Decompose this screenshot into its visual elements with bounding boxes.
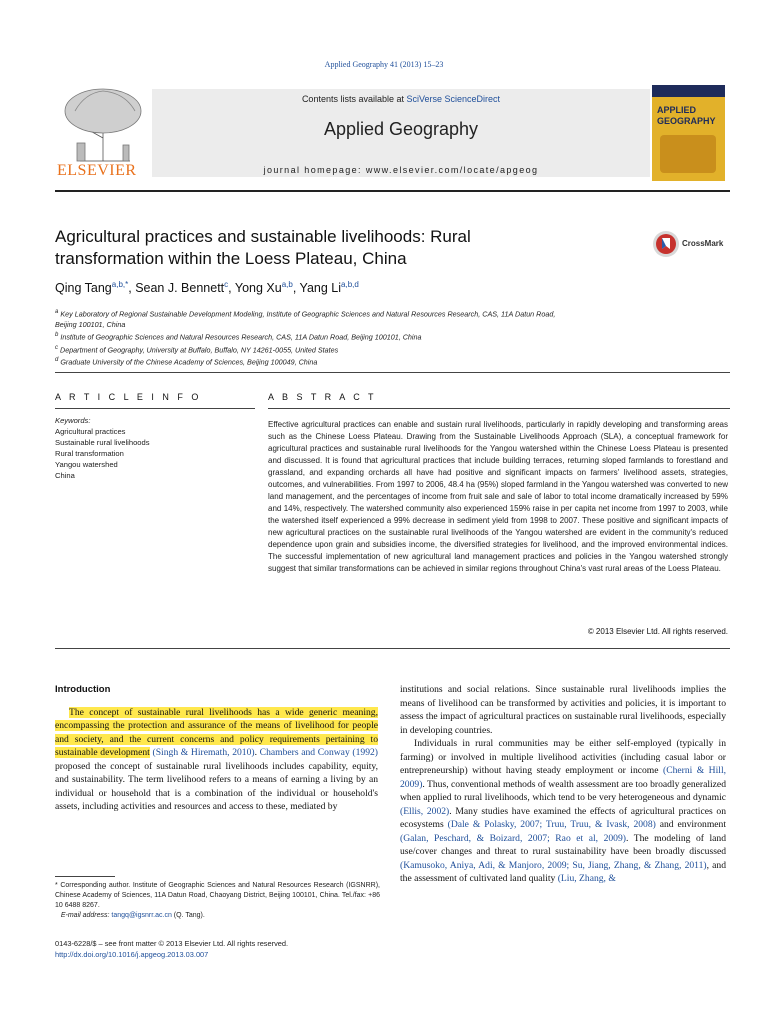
keyword-item: China <box>55 471 75 480</box>
journal-cover-thumbnail[interactable] <box>652 85 725 181</box>
affiliation-text: Department of Geography, University at Buffalo, Buffalo, NY 14261-0055, United States <box>60 345 339 355</box>
crossmark-label: CrossMark <box>682 239 724 248</box>
affiliation-text: Graduate University of the Chinese Academy of Sciences, Beijing 100049, China <box>60 357 318 367</box>
affiliation-item <box>55 307 655 319</box>
masthead-divider <box>55 190 730 192</box>
abstract-divider <box>268 408 730 409</box>
author-name[interactable]: Qing Tang <box>55 281 112 296</box>
affiliation-mark: d <box>55 357 59 364</box>
article-info-heading: A R T I C L E I N F O <box>55 392 202 402</box>
citation-link[interactable]: (Kamusoko, Aniya, Adi, & Manjoro, 2009; Su, Jiang, Zhang, & Zhang, 2011) <box>400 859 707 871</box>
paragraph-text: and environment <box>655 819 726 830</box>
homepage-link[interactable]: www.elsevier.com/locate/apgeog <box>365 165 539 175</box>
article-title <box>55 226 615 270</box>
homepage-prefix: journal homepage: <box>263 165 366 175</box>
crossmark-badge[interactable] <box>652 230 732 258</box>
affiliation-mark: b <box>55 332 59 339</box>
intro-paragraph: The concept of sustainable rural livelihoods has a wide generic meaning, encompassing the protection and assurance of the means of livelihood for people and society, and the current concerns and policy requirements pertaining to sustainable development (Singh & Hiremath, 2010). Chambers and Conway (1992) proposed the concept of sustainable rural livelihoods includes capability, equity, and sustainability. The term livelihood refers to a means of earning a living by an individual or household that is a combination of the individual or household's assets, including activities and resources and access to these, mediated by <box>55 706 378 812</box>
front-matter <box>55 938 288 960</box>
citation-link[interactable]: (Liu, Zhang, & <box>557 873 616 884</box>
affiliation-item <box>55 319 655 330</box>
affiliation-item <box>55 343 655 355</box>
journal-masthead <box>55 83 730 183</box>
affiliation-list <box>55 307 655 368</box>
affiliation-text: Beijing 100101, China <box>55 320 126 330</box>
author-separator: , <box>128 281 136 296</box>
author-name[interactable]: Yang Li <box>299 281 342 296</box>
author-name[interactable]: Sean J. Bennett <box>135 281 225 296</box>
author-list <box>55 280 359 295</box>
keyword-item: Rural transformation <box>55 449 124 458</box>
keywords-block <box>55 415 150 481</box>
paragraph-text: . Many studies have examined the effects of agricultural practices on ecosystems <box>400 805 726 830</box>
body-paragraph <box>400 737 726 886</box>
citation-link[interactable]: Chambers and Conway (1992) <box>259 747 378 758</box>
affiliation-item <box>55 355 655 367</box>
contents-prefix: Contents lists available at <box>301 94 407 104</box>
issn-line: 0143-6228/$ – see front matter © 2013 Elsevier Ltd. All rights reserved. <box>55 939 289 948</box>
journal-info-box <box>152 89 650 177</box>
author-separator: , <box>292 281 300 296</box>
elsevier-tree-logo[interactable] <box>55 83 151 183</box>
cover-title-line2: GEOGRAPHY <box>657 116 716 126</box>
abstract-bottom-divider <box>55 648 730 649</box>
keyword-item: Sustainable rural livelihoods <box>55 438 150 447</box>
author-affiliation-mark[interactable]: c <box>224 280 229 289</box>
author-affiliation-mark[interactable]: a,b,* <box>111 280 129 289</box>
body-right-column <box>400 683 726 886</box>
crossmark-icon <box>652 230 680 258</box>
author-affiliation-mark[interactable]: a,b <box>281 280 293 289</box>
affiliation-item <box>55 330 655 342</box>
cover-title <box>657 105 716 127</box>
paragraph-text: . The modeling of land use/cover changes and threat to rural sustainability have been broadly discussed <box>400 832 726 857</box>
article-title-line2: transformation within the Loess Plateau, China <box>55 249 407 268</box>
author-affiliation-mark[interactable]: a,b,d <box>341 280 359 289</box>
journal-citation[interactable]: Applied Geography 41 (2013) 15–23 <box>324 60 444 69</box>
citation-link[interactable]: (Cherni & Hill, 2009) <box>400 765 727 790</box>
cover-artwork <box>660 135 716 173</box>
affiliation-mark: c <box>55 344 58 351</box>
keyword-item: Yangou watershed <box>55 460 118 469</box>
email-suffix: (Q. Tang). <box>171 912 205 919</box>
body-left-column <box>55 683 378 814</box>
author-name[interactable]: Yong Xu <box>234 281 282 296</box>
elsevier-wordmark: ELSEVIER <box>57 162 137 179</box>
affiliation-text: Institute of Geographic Sciences and Natural Resources Research, CAS, 11A Datun Road, Beijing 100101, China <box>60 332 422 342</box>
article-info-divider <box>55 408 255 409</box>
cover-band <box>652 85 725 97</box>
email-label: E-mail address: <box>60 912 112 919</box>
abstract-body: Effective agricultural practices can enable and sustain rural livelihoods, particularly in rapidly developing and transforming areas such as the Chinese Loess Plateau. Drawing from the Sustainable Livelihoods Approach (SLA), a conceptual framework for agricultural practices and sustainable rural livelihoods for the Yangou watershed within the Chinese Loess Plateau is presented and discussed. It is found that agricultural practices that include building terraces, returning sloped farmlands to forestland and grassland, and expanding orchards all have had positive and significant impacts on farmers' livelihood assets, strategies, outcomes, and vulnerabilities. From 1997 to 2006, 48.4 ha (95%) sloped farmland in the Yangou watershed was converted to new land management, and the percentages of income from fruit sale and sale of labor to total income dramatically increased by 59% and 14%, respectively. The watershed community also experienced 159% raise in per capita net income from 1997 to 2003, while the watershed itself experienced a 99% decrease in sediment yield from 1998 to 2007. These positive and significant impacts of new agricultural practices on the sustainable rural livelihoods of the Yangou watershed are evident in the community's reduced dependence upon grain and subsidies income, the diversified strategies for livelihood, and the improved environmental indices. The successful implementation of new agricultural land management practices and policies in the Yangou watershed strongly suggest that similar transformations can be achieved in similar regions throughout China's vast rural areas of the Loess Plateau. <box>268 420 728 573</box>
journal-title: Applied Geography <box>323 119 479 139</box>
elsevier-tree-icon <box>55 83 151 163</box>
affiliation-text: Key Laboratory of Regional Sustainable Development Modeling, Institute of Geographic Sciences and Natural Resources Research, CAS, 11A Datun Road, <box>60 309 556 319</box>
doi-link[interactable]: http://dx.doi.org/10.1016/j.apgeog.2013.03.007 <box>55 950 209 959</box>
highlighted-text[interactable]: The concept of sustainable rural livelihoods has a wide generic meaning, encompassing the protection and assurance of the means of livelihood for people and society, and the current concerns and policy requirements pertaining to sustainable development <box>55 706 378 758</box>
author-separator: , <box>228 281 235 296</box>
keywords-label: Keywords: <box>55 416 91 425</box>
journal-homepage <box>152 165 650 175</box>
affiliation-divider <box>55 372 730 373</box>
abstract-heading: A B S T R A C T <box>268 392 377 402</box>
citation-link[interactable]: (Dale & Polasky, 2007; Truu, Truu, & Ivask, 2008) <box>447 819 656 830</box>
paragraph-text: Individuals in rural communities may be either self-employed (typically in farming) or involved in multiple livelihood activities (including casual labor or entrepreneurship) without having steady employment or income <box>400 738 726 776</box>
footnote-text: * Corresponding author. Institute of Geographic Sciences and Natural Resources Research (IGSNRR), Chinese Academy of Sciences, 11A Datun Road, Chaoyang District, Beijing 100101, China. Tel./fax: +86 10 6488 8267. <box>55 882 380 909</box>
cover-title-line1: APPLIED <box>657 105 697 115</box>
paragraph-text: . Thus, conventional methods of wealth assessment are too broadly generalized when applied to rural livelihoods, which tend to be very heterogeneous and dynamic <box>400 778 726 803</box>
paragraph-text: proposed the concept of sustainable rural livelihoods includes capability, equity, and sustainability. The term livelihood refers to a means of earning a living by an individual or household that is a combination of the individual or household's assets, including activities and resources and access to these, mediated by <box>55 760 378 812</box>
footnote-divider <box>55 876 115 877</box>
corresponding-author-footnote <box>55 881 380 921</box>
keyword-item: Agricultural practices <box>55 427 126 436</box>
body-paragraph: institutions and social relations. Since sustainable rural livelihoods implies the means of livelihood can be transformed by activities and policies, it is important to assess the impact of agricultural practices on sustainable rural livelihoods, especially in developing countries. <box>400 684 726 736</box>
citation-link[interactable]: (Singh & Hiremath, 2010) <box>152 747 255 758</box>
citation-link[interactable]: (Galan, Peschard, & Boizard, 2007; Rao et al, 2009) <box>400 832 626 844</box>
abstract-copyright: © 2013 Elsevier Ltd. All rights reserved. <box>587 627 728 636</box>
affiliation-mark: a <box>55 309 59 315</box>
article-title-line1: Agricultural practices and sustainable livelihoods: Rural <box>55 227 471 246</box>
citation-link[interactable]: (Ellis, 2002) <box>400 805 450 817</box>
sciencedirect-link[interactable]: SciVerse ScienceDirect <box>406 94 501 104</box>
section-heading-introduction: Introduction <box>55 684 111 695</box>
email-link[interactable]: tangq@igsnrr.ac.cn <box>111 912 172 919</box>
contents-availability <box>152 94 650 104</box>
paragraph-text: , and the assessment of cultivated land quality <box>400 859 726 884</box>
